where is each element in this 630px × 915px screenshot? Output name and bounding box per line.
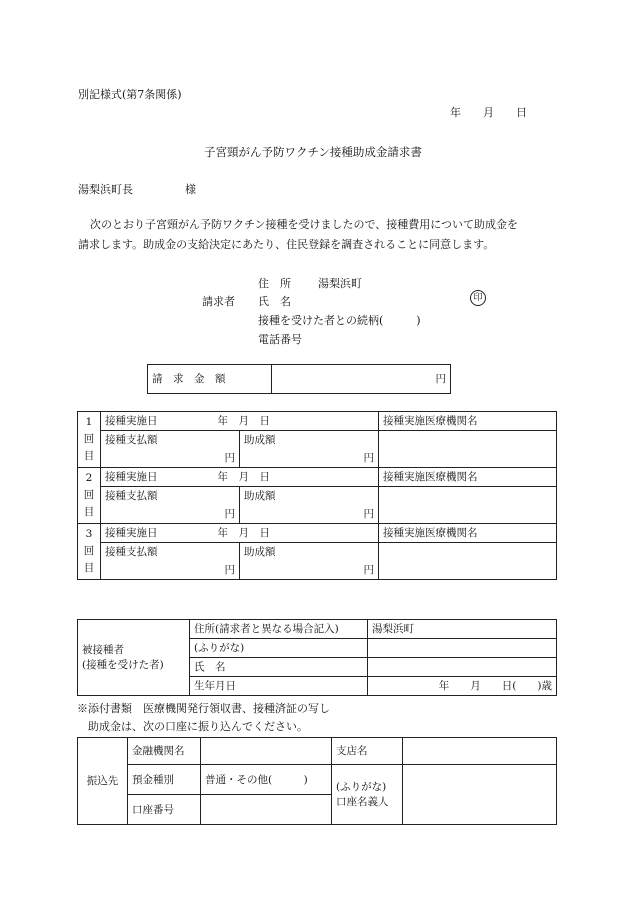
dose-3-date[interactable]: 接種実施日 年 月 日 bbox=[101, 524, 379, 543]
recipient-address-value[interactable]: 湯梨浜町 bbox=[368, 620, 557, 639]
bank-label: 振込先 bbox=[78, 738, 128, 825]
bank-institution-value[interactable] bbox=[201, 738, 332, 765]
dose-1-payment-label: 接種支払額 bbox=[101, 431, 240, 450]
intro-line-2: 請求します。助成金の支給決定にあたり、住民登録を調査されることに同意します。 bbox=[78, 238, 495, 251]
attachments-note: ※添付書類 医療機関発行領収書、接種済証の写し bbox=[77, 702, 330, 715]
bank-account-number-value[interactable] bbox=[201, 795, 332, 825]
recipient-dob-label: 生年月日 bbox=[190, 677, 368, 696]
dose-number-2: 2 回 目 bbox=[78, 468, 101, 524]
dose-1-date[interactable]: 接種実施日 年 月 日 bbox=[101, 412, 379, 431]
claimant-name-label: 氏 名 bbox=[258, 295, 291, 308]
claimant-phone: 電話番号 bbox=[258, 333, 302, 346]
dose-2-institution-label: 接種実施医療機関名 bbox=[379, 468, 557, 487]
amount-label: 請 求 金 額 bbox=[148, 365, 272, 394]
dose-3-institution-label: 接種実施医療機関名 bbox=[379, 524, 557, 543]
transfer-note: 助成金は、次の口座に振り込んでください。 bbox=[88, 720, 308, 733]
bank-table bbox=[77, 737, 557, 825]
claimant-address-value: 湯梨浜町 bbox=[318, 277, 362, 290]
dose-2-payment-label: 接種支払額 bbox=[101, 487, 240, 506]
bank-account-type-label: 預金種別 bbox=[128, 765, 201, 795]
dose-3-payment-value[interactable]: 円 bbox=[101, 561, 240, 580]
dose-2-payment-value[interactable]: 円 bbox=[101, 505, 240, 524]
seal-icon: 印 bbox=[470, 290, 486, 306]
dose-2-date[interactable]: 接種実施日 年 月 日 bbox=[101, 468, 379, 487]
recipient-name-label: 氏 名 bbox=[190, 658, 368, 677]
dose-number-1: 1 回 目 bbox=[78, 412, 101, 468]
page-title: 子宮頸がん予防ワクチン接種助成金請求書 bbox=[204, 145, 422, 159]
recipient-table bbox=[77, 619, 557, 696]
dose-2-institution-value[interactable] bbox=[379, 487, 557, 524]
doses-table bbox=[77, 411, 557, 580]
dose-3-institution-value[interactable] bbox=[379, 543, 557, 580]
dose-3-subsidy-label: 助成額 bbox=[240, 543, 379, 562]
amount-value[interactable]: 円 bbox=[272, 365, 451, 394]
recipient-furigana-label: (ふりがな) bbox=[190, 639, 368, 658]
dose-3-payment-label: 接種支払額 bbox=[101, 543, 240, 562]
claimant-relation: 接種を受けた者との続柄( ) bbox=[258, 314, 421, 327]
recipient-dob-value[interactable]: 年 月 日( )歳 bbox=[368, 677, 557, 696]
recipient-name-value[interactable] bbox=[368, 658, 557, 677]
dose-1-institution-value[interactable] bbox=[379, 431, 557, 468]
dose-1-subsidy-value[interactable]: 円 bbox=[240, 449, 379, 468]
intro-line-1: 次のとおり子宮頸がん予防ワクチン接種を受けましたので、接種費用について助成金を bbox=[90, 218, 519, 231]
bank-holder-value[interactable] bbox=[403, 765, 557, 825]
form-label: 別記様式(第7条関係) bbox=[78, 88, 182, 101]
claimant-label: 請求者 bbox=[202, 295, 235, 308]
recipient-label: 被接種者 (接種を受けた者) bbox=[78, 620, 190, 696]
dose-number-3: 3 回 目 bbox=[78, 524, 101, 580]
bank-account-number-label: 口座番号 bbox=[128, 795, 201, 825]
amount-box bbox=[147, 364, 451, 394]
claimant-address-label: 住 所 bbox=[258, 277, 291, 290]
dose-2-subsidy-label: 助成額 bbox=[240, 487, 379, 506]
date-field: 年 月 日 bbox=[450, 106, 527, 119]
bank-holder-label: (ふりがな) 口座名義人 bbox=[332, 765, 403, 825]
addressee: 湯梨浜町長 様 bbox=[78, 183, 196, 196]
bank-branch-value[interactable] bbox=[403, 738, 557, 765]
recipient-address-label: 住所(請求者と異なる場合記入) bbox=[190, 620, 368, 639]
dose-1-institution-label: 接種実施医療機関名 bbox=[379, 412, 557, 431]
bank-account-type-value[interactable]: 普通・その他( ) bbox=[201, 765, 332, 795]
bank-branch-label: 支店名 bbox=[332, 738, 403, 765]
dose-1-payment-value[interactable]: 円 bbox=[101, 449, 240, 468]
dose-1-subsidy-label: 助成額 bbox=[240, 431, 379, 450]
dose-2-subsidy-value[interactable]: 円 bbox=[240, 505, 379, 524]
recipient-furigana-value[interactable] bbox=[368, 639, 557, 658]
bank-institution-label: 金融機関名 bbox=[128, 738, 201, 765]
dose-3-subsidy-value[interactable]: 円 bbox=[240, 561, 379, 580]
